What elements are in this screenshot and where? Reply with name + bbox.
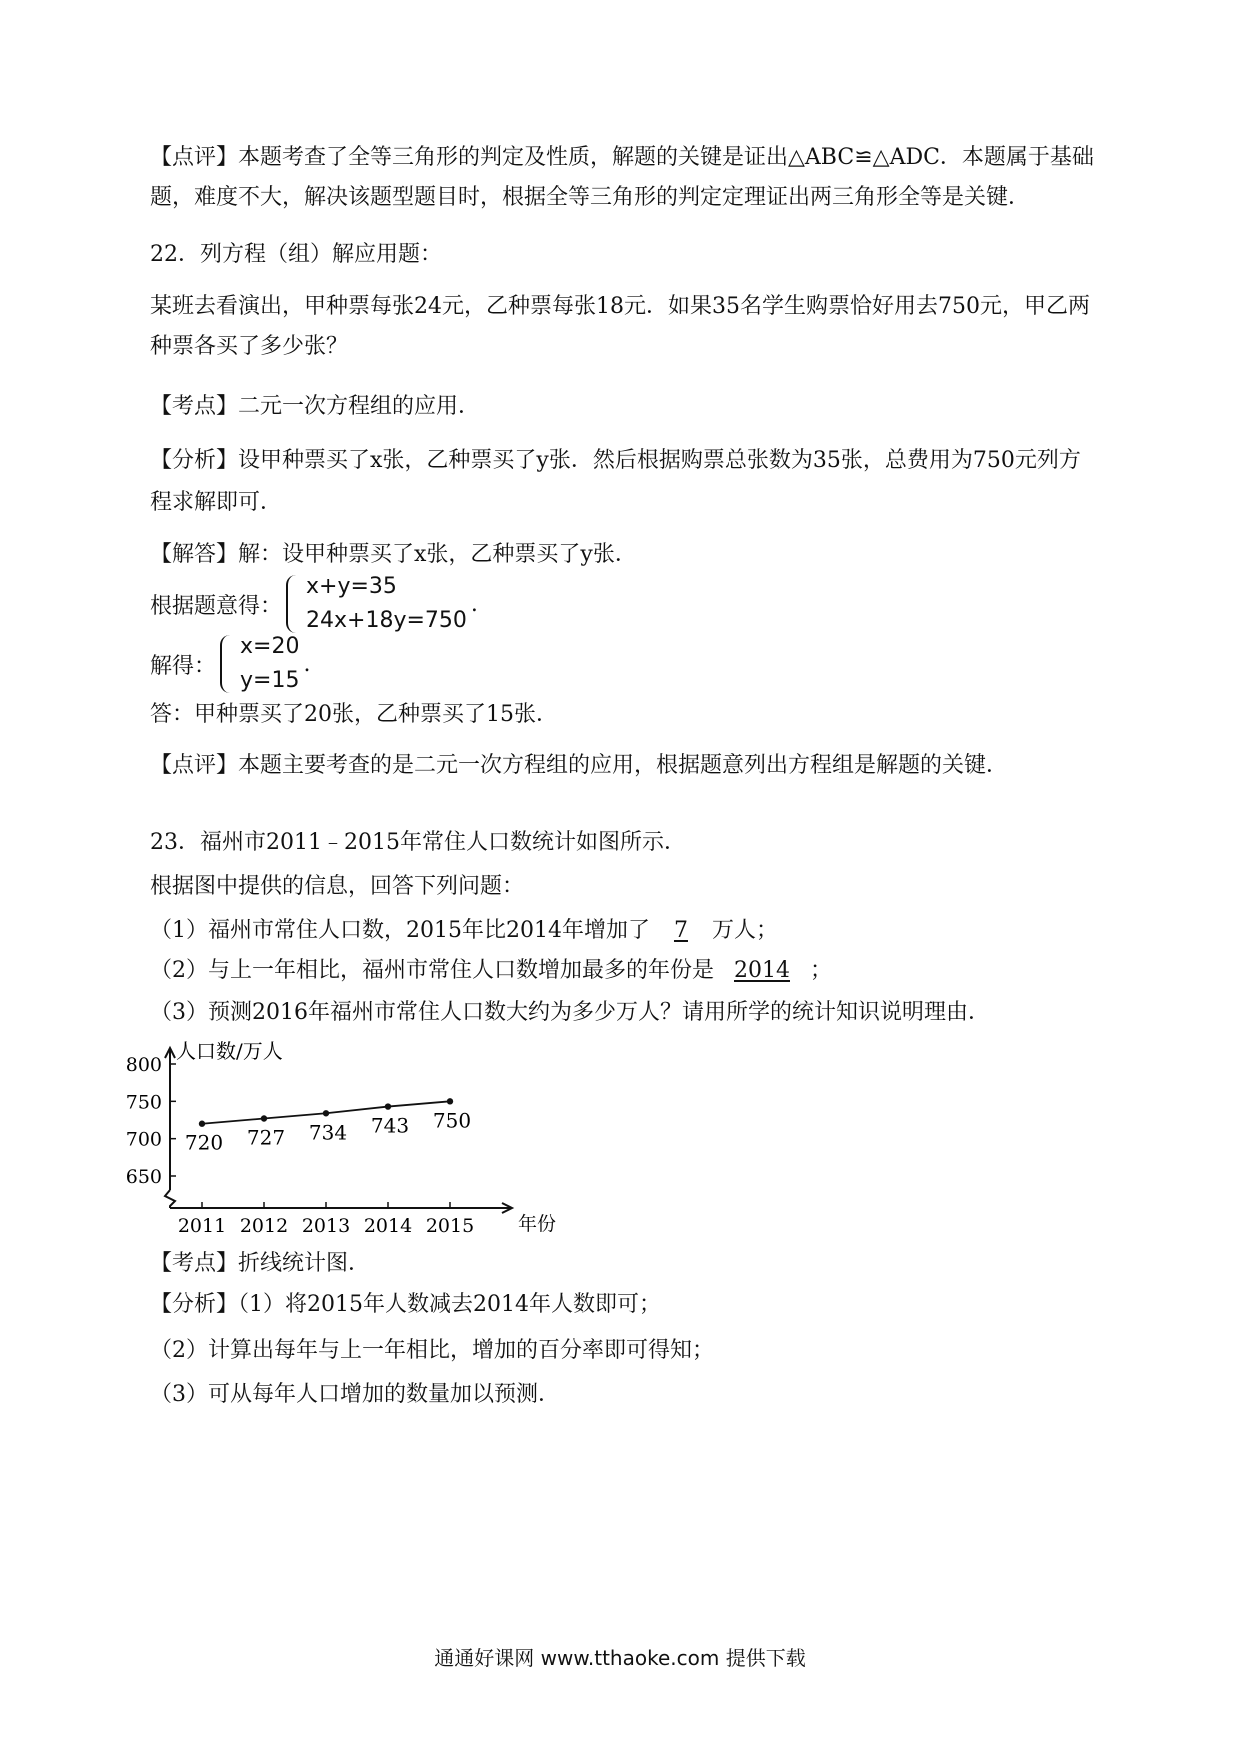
brace-icon bbox=[286, 575, 300, 633]
q22-equations bbox=[306, 572, 467, 636]
data-point bbox=[199, 1121, 205, 1127]
q23-part-1-answer: 7 bbox=[673, 918, 688, 943]
page-footer: 通通好课网 www.tthaoke.com 提供下载 bbox=[434, 1646, 806, 1670]
q22-system-label: 根据题意得： bbox=[150, 593, 283, 619]
q23-part-2 bbox=[150, 956, 832, 986]
brace-icon bbox=[220, 635, 234, 693]
q22-eq2: 24x+18y=750 bbox=[306, 608, 467, 633]
data-label: 720 bbox=[184, 1130, 224, 1155]
q23-fenxi-line-1: 【分析】（1）将2015年人数减去2014年人数即可； bbox=[150, 1292, 661, 1317]
y-tick-label: 700 bbox=[125, 1128, 162, 1151]
q23-fenxi-line-3: （3）可从每年人口增加的数量加以预测． bbox=[150, 1382, 560, 1407]
data-label: 734 bbox=[308, 1120, 348, 1145]
x-tick-label: 2013 bbox=[301, 1215, 351, 1237]
q23-title: 23．福州市2011﹣2015年常住人口数统计如图所示． bbox=[150, 830, 686, 855]
x-tick-label: 2014 bbox=[363, 1215, 413, 1237]
axis-break-icon bbox=[165, 1190, 175, 1208]
q22-jieda: 【解答】解：设甲种票买了x张，乙种票买了y张． bbox=[150, 542, 637, 567]
q23-part-1-text: （1）福州市常住人口数，2015年比2014年增加了 bbox=[150, 918, 650, 943]
q23-part-1 bbox=[150, 916, 778, 946]
q22-stem-line-1: 某班去看演出，甲种票每张24元，乙种票每张18元．如果35名学生购票恰好用去750元，甲乙两 bbox=[150, 294, 1090, 319]
q22-sol1: x=20 bbox=[240, 634, 300, 659]
q22-system-period: . bbox=[470, 591, 478, 617]
q22-fenxi-line-2: 程求解即可． bbox=[150, 490, 283, 515]
population-line-chart bbox=[125, 1030, 590, 1240]
q22-solution-period: . bbox=[303, 651, 311, 677]
review-21-line-2: 题，难度不大，解决该题型题目时，根据全等三角形的判定定理证出两三角形全等是关键． bbox=[150, 185, 1031, 210]
q22-dianping: 【点评】本题主要考查的是二元一次方程组的应用，根据题意列出方程组是解题的关键． bbox=[150, 753, 1009, 778]
x-axis-title: 年份 bbox=[518, 1213, 557, 1235]
data-point bbox=[385, 1103, 391, 1109]
q23-kaodian: 【考点】折线统计图． bbox=[150, 1251, 371, 1276]
x-tick-label: 2012 bbox=[239, 1215, 289, 1237]
data-label: 743 bbox=[370, 1113, 410, 1138]
y-axis-title: 人口数/万人 bbox=[176, 1039, 283, 1063]
q23-intro: 根据图中提供的信息，回答下列问题： bbox=[150, 874, 525, 899]
q22-kaodian: 【考点】二元一次方程组的应用． bbox=[150, 394, 481, 419]
x-tick-label: 2011 bbox=[177, 1215, 227, 1237]
q22-title: 22．列方程（组）解应用题： bbox=[150, 242, 442, 267]
q23-part-2-answer: 2014 bbox=[734, 958, 790, 983]
q23-fenxi-line-2: （2）计算出每年与上一年相比，增加的百分率即可得知； bbox=[150, 1338, 714, 1363]
q23-part-3: （3）预测2016年福州市常住人口数大约为多少万人？请用所学的统计知识说明理由． bbox=[150, 1000, 990, 1025]
y-tick-label: 750 bbox=[125, 1091, 162, 1114]
q22-answer: 答：甲种票买了20张，乙种票买了15张． bbox=[150, 702, 558, 727]
q23-part-1-unit: 万人； bbox=[711, 918, 778, 943]
data-point bbox=[447, 1098, 453, 1104]
data-label: 727 bbox=[246, 1125, 286, 1150]
data-point bbox=[261, 1115, 267, 1121]
q22-sol2: y=15 bbox=[240, 668, 300, 693]
q22-equation-system bbox=[150, 572, 478, 636]
q22-solve-label: 解得： bbox=[150, 653, 217, 679]
q22-solutions bbox=[240, 632, 299, 696]
review-21-line-1: 【点评】本题考查了全等三角形的判定及性质，解题的关键是证出△ABC≌△ADC．本题属于基础 bbox=[150, 145, 1094, 170]
data-point bbox=[323, 1110, 329, 1116]
data-label: 750 bbox=[432, 1108, 472, 1133]
q22-eq1: x+y=35 bbox=[306, 574, 397, 599]
y-tick-label: 800 bbox=[125, 1054, 162, 1076]
q23-part-2-text: （2）与上一年相比，福州市常住人口数增加最多的年份是 bbox=[150, 958, 714, 983]
q22-stem-line-2: 种票各买了多少张？ bbox=[150, 334, 349, 359]
q22-fenxi-line-1: 【分析】设甲种票买了x张，乙种票买了y张．然后根据购票总张数为35张，总费用为750元列方 bbox=[150, 448, 1081, 473]
y-tick-label: 650 bbox=[125, 1166, 162, 1188]
q23-part-2-end: ； bbox=[810, 958, 833, 983]
x-tick-label: 2015 bbox=[425, 1215, 475, 1237]
q22-solution-system bbox=[150, 632, 310, 696]
